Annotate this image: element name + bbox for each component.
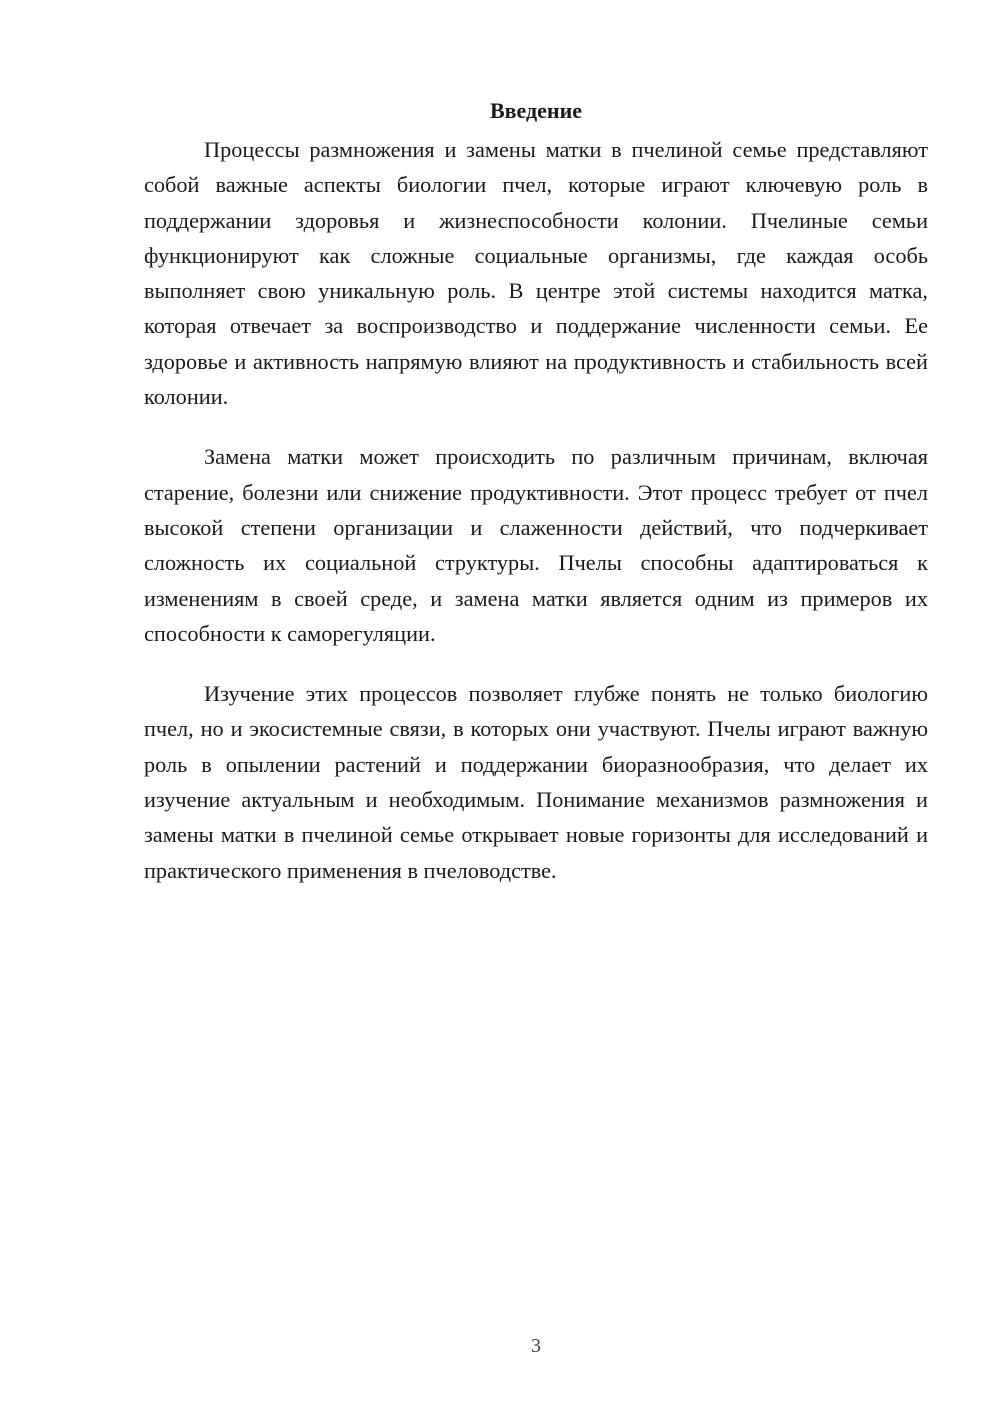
paragraph-3: Изучение этих процессов позволяет глубже понять не только биологию пчел, но и экосистемные связи, в которых они участвуют. Пчелы играют важную роль в опылении растений и поддержании биоразнообразия, что делает их изучение актуальным и необходимым. Понимание механизмов размножения и замены матки в пчелиной семье открывает новые горизонты для исследований и практического применения в пчеловодстве. xyxy=(144,681,928,883)
paragraph-1: Процессы размножения и замены матки в пчелиной семье представляют собой важные аспекты биологии пчел, которые играют ключевую роль в поддержании здоровья и жизнеспособности колонии. Пчелиные семьи функционируют как сложные социальные организмы, где каждая особь выполняет свою уникальную роль. В центре этой системы находится матка, которая отвечает за воспроизводство и поддержание численности семьи. Ее здоровье и активность напрямую влияют на продуктивность и стабильность всей колонии. xyxy=(144,137,928,410)
paragraph-2: Замена матки может происходить по различным причинам, включая старение, болезни или снижение продуктивности. Этот процесс требует от пчел высокой степени организации и слаженности действий, что подчеркивает сложность их социальной структуры. Пчелы способны адаптироваться к изменениям в своей среде, и замена матки является одним из примеров их способности к саморегуляции. xyxy=(144,444,928,646)
page-number: 3 xyxy=(531,1335,541,1357)
page-content xyxy=(144,94,928,913)
section-title: Введение xyxy=(489,98,583,123)
